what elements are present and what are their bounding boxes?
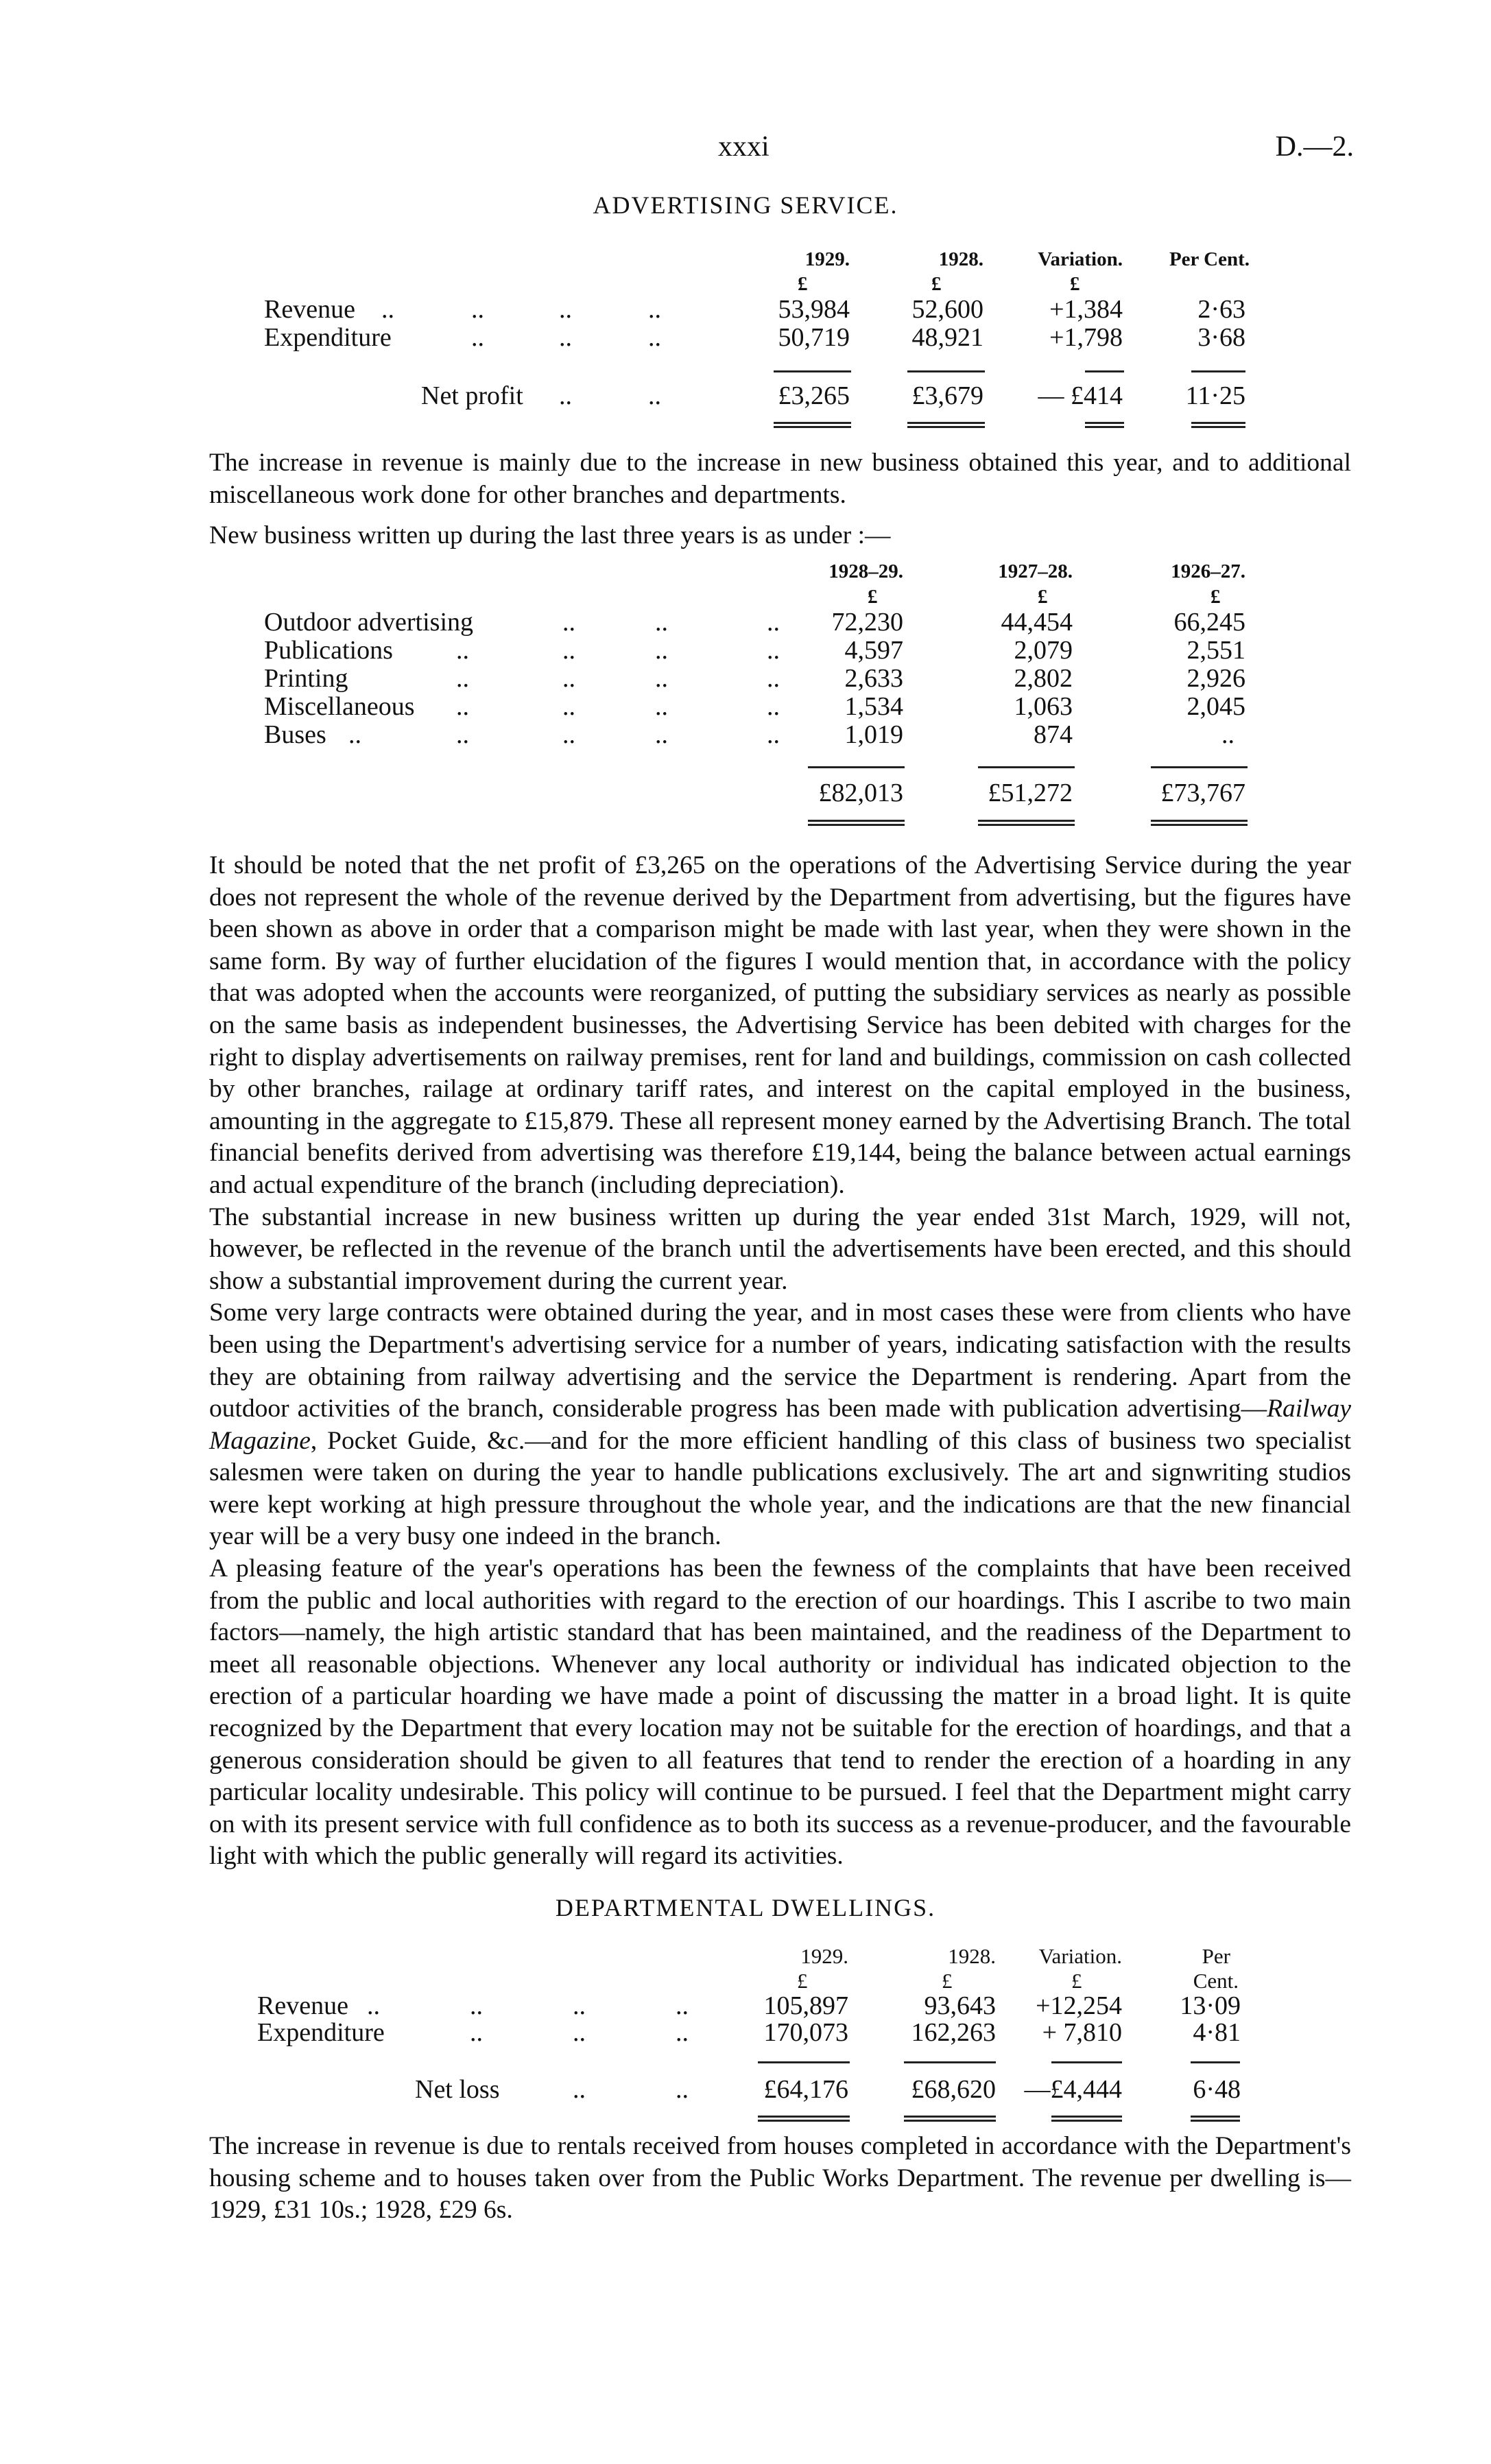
unit-label: £ (1210, 586, 1221, 608)
dot-leader: .. (767, 664, 780, 693)
dot-leader: .. (562, 692, 575, 721)
dot-leader: .. (456, 636, 469, 665)
unit-label: £ (868, 586, 878, 608)
cell-1927-28: 874 (1034, 720, 1073, 749)
total-1926-27: £73,767 (1160, 779, 1245, 807)
unit-label: Cent. (1193, 1969, 1239, 1993)
page-number: xxxi (718, 131, 770, 163)
cell-1926-27: 2,551 (1186, 636, 1245, 665)
cell-1928: £3,679 (911, 381, 983, 410)
dot-leader: .. (348, 720, 361, 749)
cell-1929: 53,984 (778, 295, 850, 324)
dot-leader: .. (767, 720, 780, 749)
dot-leader: .. (456, 692, 469, 721)
paragraph: It should be noted that the net profit of £3,265 on the operations of the Advertising Service during the year does not represent the whole of the revenue derived by the Department from advertising, but the figures have been shown as above in order that a comparison might be made with last year, when they were shown in the same form. By way of further elucidation of the figures I would mention that, in accordance with the policy that was adopted when the accounts were reorganized, of putting the subsidiary services as nearly as possible on the same basis as independent businesses, the Advertising Service has been debited with charges for the right to display advertisements on railway premises, rent for land and buildings, commission on cash collected by other branches, railage at ordinary tariff rates, and interest on the capital employed in the business, amounting in the aggregate to £15,879. These all represent money earned by the Advertising Branch. The total financial benefits derived from advertising was therefore £19,144, being the balance between actual earnings and actual expenditure of the branch (including depreciation). (209, 851, 1351, 1199)
dot-leader: .. (648, 381, 661, 410)
dot-leader: .. (767, 692, 780, 721)
document-reference: D.—2. (1275, 131, 1354, 163)
section-title-advertising: ADVERTISING SERVICE. (593, 191, 898, 219)
dot-leader: .. (573, 2018, 586, 2047)
total-1927-28: £51,272 (988, 779, 1073, 807)
cell-per-cent: 11·25 (1185, 381, 1245, 410)
dot-leader: .. (456, 664, 469, 693)
unit-label: £ (931, 273, 942, 295)
cell-1926-27: 2,926 (1186, 664, 1245, 693)
dot-leader: .. (648, 295, 661, 324)
cell-1927-28: 1,063 (1014, 692, 1073, 721)
dot-leader: .. (562, 720, 575, 749)
column-header: 1929. (800, 1944, 848, 1968)
column-header: 1929. (804, 248, 850, 270)
cell-variation: —£4,444 (1024, 2075, 1122, 2104)
unit-label: £ (798, 273, 808, 295)
dot-leader: .. (562, 664, 575, 693)
table-row (0, 606, 1491, 639)
sum-rule (758, 2061, 850, 2063)
dot-leader: .. (456, 720, 469, 749)
cell-1929: 50,719 (778, 323, 850, 352)
cell-variation: + 7,810 (1042, 2018, 1122, 2047)
total-double-rule (758, 2116, 850, 2122)
dot-leader: .. (562, 636, 575, 665)
unit-label: £ (1071, 1969, 1082, 1993)
cell-per-cent: 13·09 (1180, 1991, 1241, 2020)
cell-variation: +1,798 (1049, 323, 1123, 352)
unit-label: £ (797, 1969, 808, 1993)
total-double-rule (1191, 422, 1245, 428)
unit-label: £ (1038, 586, 1048, 608)
dot-leader: .. (655, 692, 668, 721)
sum-rule (774, 370, 851, 372)
row-label: Printing (264, 664, 348, 693)
cell-1928-29: 4,597 (844, 636, 903, 665)
table-row (0, 2017, 1491, 2049)
row-label: Revenue (257, 1991, 348, 2020)
sum-rule (978, 766, 1075, 768)
column-header: Per Cent. (1169, 248, 1250, 270)
dot-leader: .. (559, 323, 572, 352)
total-double-rule (907, 422, 985, 428)
cell-1928-29: 1,019 (844, 720, 903, 749)
dot-leader: .. (470, 2018, 483, 2047)
sum-rule (907, 370, 985, 372)
paragraph (209, 520, 1351, 552)
total-1928-29: £82,013 (818, 779, 903, 807)
column-header: 1928. (938, 248, 983, 270)
dot-leader: .. (676, 2018, 689, 2047)
cell-per-cent: 4·81 (1193, 2018, 1241, 2047)
paragraph-text: New business written up during the last three years is as under :— (209, 521, 891, 549)
cell-1928-29: 1,534 (844, 692, 903, 721)
cell-1929: £3,265 (778, 381, 850, 410)
row-label: Miscellaneous (264, 692, 415, 721)
cell-variation: +12,254 (1036, 1991, 1122, 2020)
paragraph-text: The increase in revenue is due to rentals received from houses completed in accordance with the Department's housing scheme and to houses taken over from the Public Works Department. The revenue per dwelling is—1929, £31 10s.; 1928, £29 6s. (209, 2132, 1351, 2225)
dot-leader: .. (655, 720, 668, 749)
total-double-rule (774, 422, 851, 428)
row-label: Revenue (264, 295, 355, 324)
cell-1928: 52,600 (911, 295, 983, 324)
cell-1929: 170,073 (763, 2018, 848, 2047)
dot-leader: .. (655, 664, 668, 693)
total-row (0, 380, 1491, 412)
table-row (0, 691, 1491, 723)
dot-leader: .. (676, 2075, 689, 2104)
cell-1927-28: 44,454 (1001, 608, 1073, 637)
sum-rule (1151, 766, 1248, 768)
column-header: Variation. (1038, 1944, 1122, 1968)
publication-title: Railway Magazine (209, 1395, 1351, 1455)
paragraph-text: Some very large contracts were obtained during the year, and in most cases these were from clients who have been using the Department's advertising service for a number of years, indicating satisfaction with the results they are obtaining from railway advertising and the service the Department is rendering. Apart from the outdoor activities of the branch, considerable progress has been made with publication advertising— (209, 1299, 1351, 1423)
dot-leader: .. (767, 636, 780, 665)
cell-1926-27: 66,245 (1173, 608, 1245, 637)
dot-leader: .. (655, 608, 668, 637)
cell-1928: 93,643 (924, 1991, 996, 2020)
total-double-rule (1151, 820, 1248, 826)
column-header: 1928. (948, 1944, 996, 1968)
table-row (0, 322, 1491, 354)
total-double-rule (1085, 422, 1124, 428)
dot-leader: .. (573, 1991, 586, 2020)
unit-label: £ (1070, 273, 1080, 295)
paragraph (209, 1297, 1351, 1553)
sum-rule (1085, 370, 1124, 372)
cell-1926-27: 2,045 (1186, 692, 1245, 721)
dot-leader: .. (470, 1991, 483, 2020)
column-header: 1928–29. (828, 560, 903, 582)
cell-1927-28: 2,802 (1014, 664, 1073, 693)
cell-1928-29: 72,230 (831, 608, 903, 637)
cell-per-cent: 3·68 (1197, 323, 1245, 352)
dot-leader: .. (367, 1991, 380, 2020)
paragraph (209, 447, 1351, 511)
dot-leader: .. (471, 323, 484, 352)
total-double-rule (904, 2116, 996, 2122)
cell-per-cent: 2·63 (1197, 295, 1245, 324)
paragraph-text: The increase in revenue is mainly due to the increase in new business obtained this year, and to additional miscellaneous work done for other branches and departments. (209, 449, 1351, 509)
dot-leader: .. (381, 295, 394, 324)
total-double-rule (978, 820, 1075, 826)
sum-rule (808, 766, 905, 768)
sum-rule (1191, 370, 1245, 372)
column-header: Variation. (1038, 248, 1123, 270)
cell-1928: 48,921 (911, 323, 983, 352)
dot-leader: .. (559, 295, 572, 324)
dot-leader: .. (471, 295, 484, 324)
total-row (0, 777, 1491, 809)
dot-leader: .. (559, 381, 572, 410)
total-double-rule (1051, 2116, 1122, 2122)
table-row (0, 719, 1491, 751)
row-label: Expenditure (257, 2018, 385, 2047)
table-row (0, 635, 1491, 667)
row-label: Publications (264, 636, 393, 665)
table-row (0, 294, 1491, 326)
cell-per-cent: 6·48 (1193, 2075, 1241, 2104)
dot-leader: .. (655, 636, 668, 665)
dot-leader: .. (562, 608, 575, 637)
table-row (0, 663, 1491, 695)
column-header: 1927–28. (998, 560, 1073, 582)
cell-variation: — £414 (1038, 381, 1123, 410)
dot-leader: .. (573, 2075, 586, 2104)
sum-rule (904, 2061, 996, 2063)
total-row (0, 2074, 1491, 2106)
row-label: Expenditure (264, 323, 392, 352)
cell-1928-29: 2,633 (844, 664, 903, 693)
row-label: Net loss (415, 2075, 500, 2104)
dot-leader: .. (767, 608, 780, 637)
sum-rule (1191, 2061, 1240, 2063)
row-label: Buses (264, 720, 326, 749)
cell-1927-28: 2,079 (1014, 636, 1073, 665)
cell-1929: £64,176 (763, 2075, 848, 2104)
total-double-rule (808, 820, 905, 826)
sum-rule (1051, 2061, 1122, 2063)
row-label: Net profit (421, 381, 523, 410)
paragraph-text: , Pocket Guide, &c.—and for the more efficient handling of this class of business two specialist salesmen were taken on during the year to handle publications exclusively. The art and signwriting studios were kept working at high pressure throughout the whole year, and the indications are that the new financial year will be a very busy one indeed in the branch. (209, 1426, 1351, 1551)
cell-1929: 105,897 (763, 1991, 848, 2020)
paragraph: A pleasing feature of the year's operations has been the fewness of the complaints that have been received from the public and local authorities with regard to the erection of our hoardings. This I ascribe to two main factors—namely, the high artistic standard that has been maintained, and the readiness of the Department to meet all reasonable objections. Whenever any local authority or individual has indicated objection to the erection of a particular hoarding we have made a point of discussing the matter in a broad light. It is quite recognized by the Department that every location may not be suitable for the erection of hoardings, and that a generous consideration should be given to all features that tend to render the erection of a hoarding in any particular locality undesirable. This policy will continue to be pursued. I feel that the Department might carry on with its present service with full confidence as to both its success as a revenue-producer, and the favourable light with which the public generally will regard its activities. (209, 1554, 1351, 1871)
body-text (209, 850, 1351, 1873)
cell-1928: 162,263 (911, 2018, 996, 2047)
dot-leader: .. (676, 1991, 689, 2020)
column-header: 1926–27. (1171, 560, 1245, 582)
paragraph: The substantial increase in new business written up during the year ended 31st March, 1929, will not, however, be reflected in the revenue of the branch until the advertisements have been erected, and this should show a substantial improvement during the current year. (209, 1203, 1351, 1295)
cell-1928: £68,620 (911, 2075, 996, 2104)
row-label: Outdoor advertising (264, 608, 474, 637)
paragraph (209, 2131, 1351, 2227)
unit-label: £ (942, 1969, 953, 1993)
total-double-rule (1191, 2116, 1240, 2122)
column-header: Per (1202, 1944, 1230, 1968)
dot-leader: .. (648, 323, 661, 352)
section-title-dwellings: DEPARTMENTAL DWELLINGS. (555, 1894, 936, 1921)
cell-variation: +1,384 (1049, 295, 1123, 324)
cell-1926-27: .. (1221, 720, 1234, 749)
